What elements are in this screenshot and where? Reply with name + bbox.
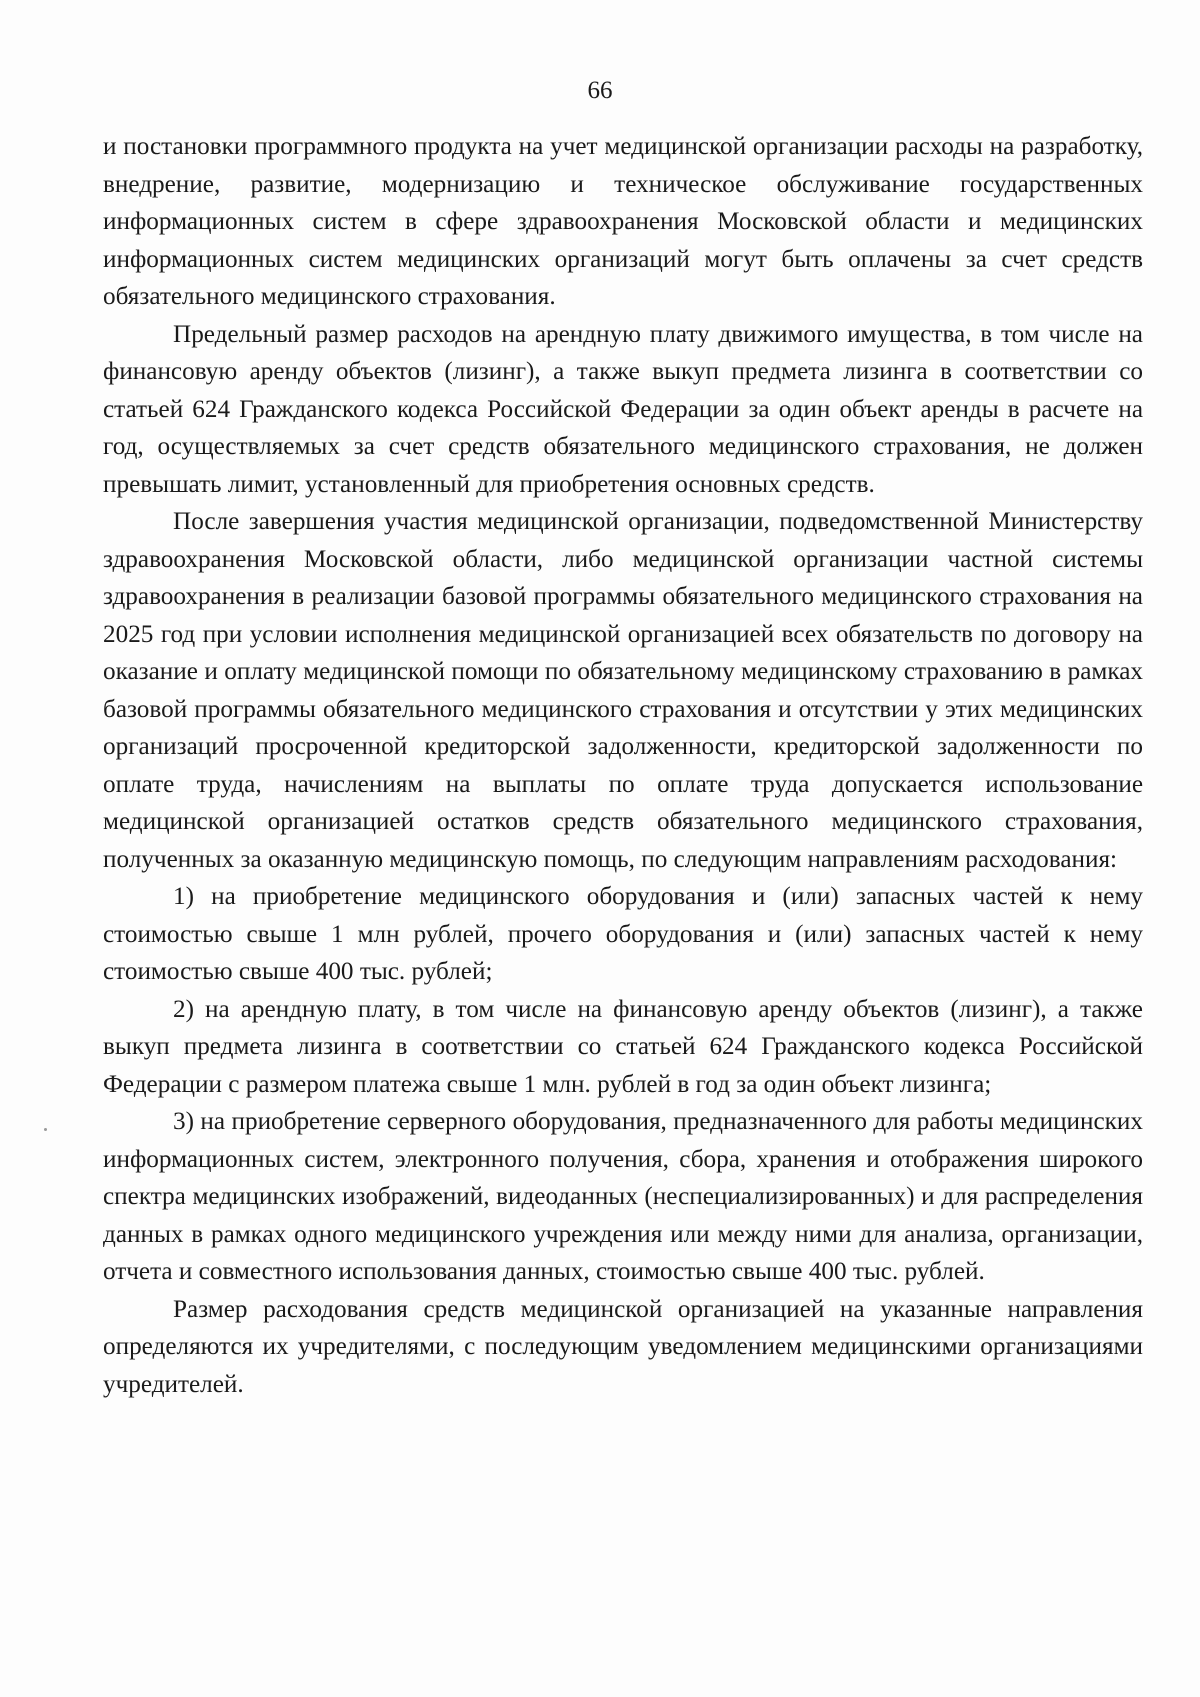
list-item-1: 1) на приобретение медицинского оборудования и (или) запасных частей к нему стоимостью свыше 1 млн рублей, прочего оборудования и (или) запасных частей к нему стоимостью свыше 400 тыс. рублей;	[103, 883, 1143, 985]
paragraph-1: и постановки программного продукта на учет медицинской организации расходы на разработку, внедрение, развитие, модернизацию и техническое обслуживание государственных информационных систем в сфере здравоохранения Московской области и медицинских информационных систем медицинских организаций могут быть оплачены за счет средств обязательного медицинского страхования.	[103, 133, 1143, 310]
page-number: 66	[587, 77, 613, 104]
list-item-3: 3) на приобретение серверного оборудования, предназначенного для работы медицинских информационных систем, электронного получения, сбора, хранения и отображения широкого спектра медицинских изображений, видеоданных (неспециализированных) и для распределения данных в рамках одного медицинского учреждения или между ними для анализа, организации, отчета и совместного использования данных, стоимостью свыше 400 тыс. рублей.	[103, 1108, 1143, 1285]
paragraph-2: Предельный размер расходов на арендную плату движимого имущества, в том числе на финансовую аренду объектов (лизинг), а также выкуп предмета лизинга в соответствии со статьей 624 Гражданского кодекса Российской Федерации за один объект аренды в расчете на год, осуществляемых за счет средств обязательного медицинского страхования, не должен превышать лимит, установленный для приобретения основных средств.	[103, 320, 1143, 498]
paragraph-final: Размер расходования средств медицинской организацией на указанные направления определяются их учредителями, с последующим уведомлением медицинскими организациями учредителей.	[103, 1295, 1143, 1398]
paragraph-3: После завершения участия медицинской организации, подведомственной Министерству здравоохранения Московской области, либо медицинской организации частной системы здравоохранения в реализации базовой программы обязательного медицинского страхования на 2025 год при условии исполнения медицинской организацией всех обязательств по договору на оказание и оплату медицинской помощи по обязательному медицинскому страхованию в рамках базовой программы обязательного медицинского страхования и отсутствии у этих медицинских организаций просроченной кредиторской задолженности, кредиторской задолженности по оплате труда, начислениям на выплаты по оплате труда допускается использование медицинской организацией остатков средств обязательного медицинского страхования, полученных за оказанную медицинскую помощь, по следующим направлениям расходования:	[103, 508, 1143, 873]
scan-speck	[44, 1128, 47, 1131]
list-item-2: 2) на арендную плату, в том числе на финансовую аренду объектов (лизинг), а также выкуп предмета лизинга в соответствии со статьей 624 Гражданского кодекса Российской Федерации с размером платежа свыше 1 млн. рублей в год за один объект лизинга;	[103, 995, 1143, 1098]
document-body	[103, 128, 1143, 1403]
